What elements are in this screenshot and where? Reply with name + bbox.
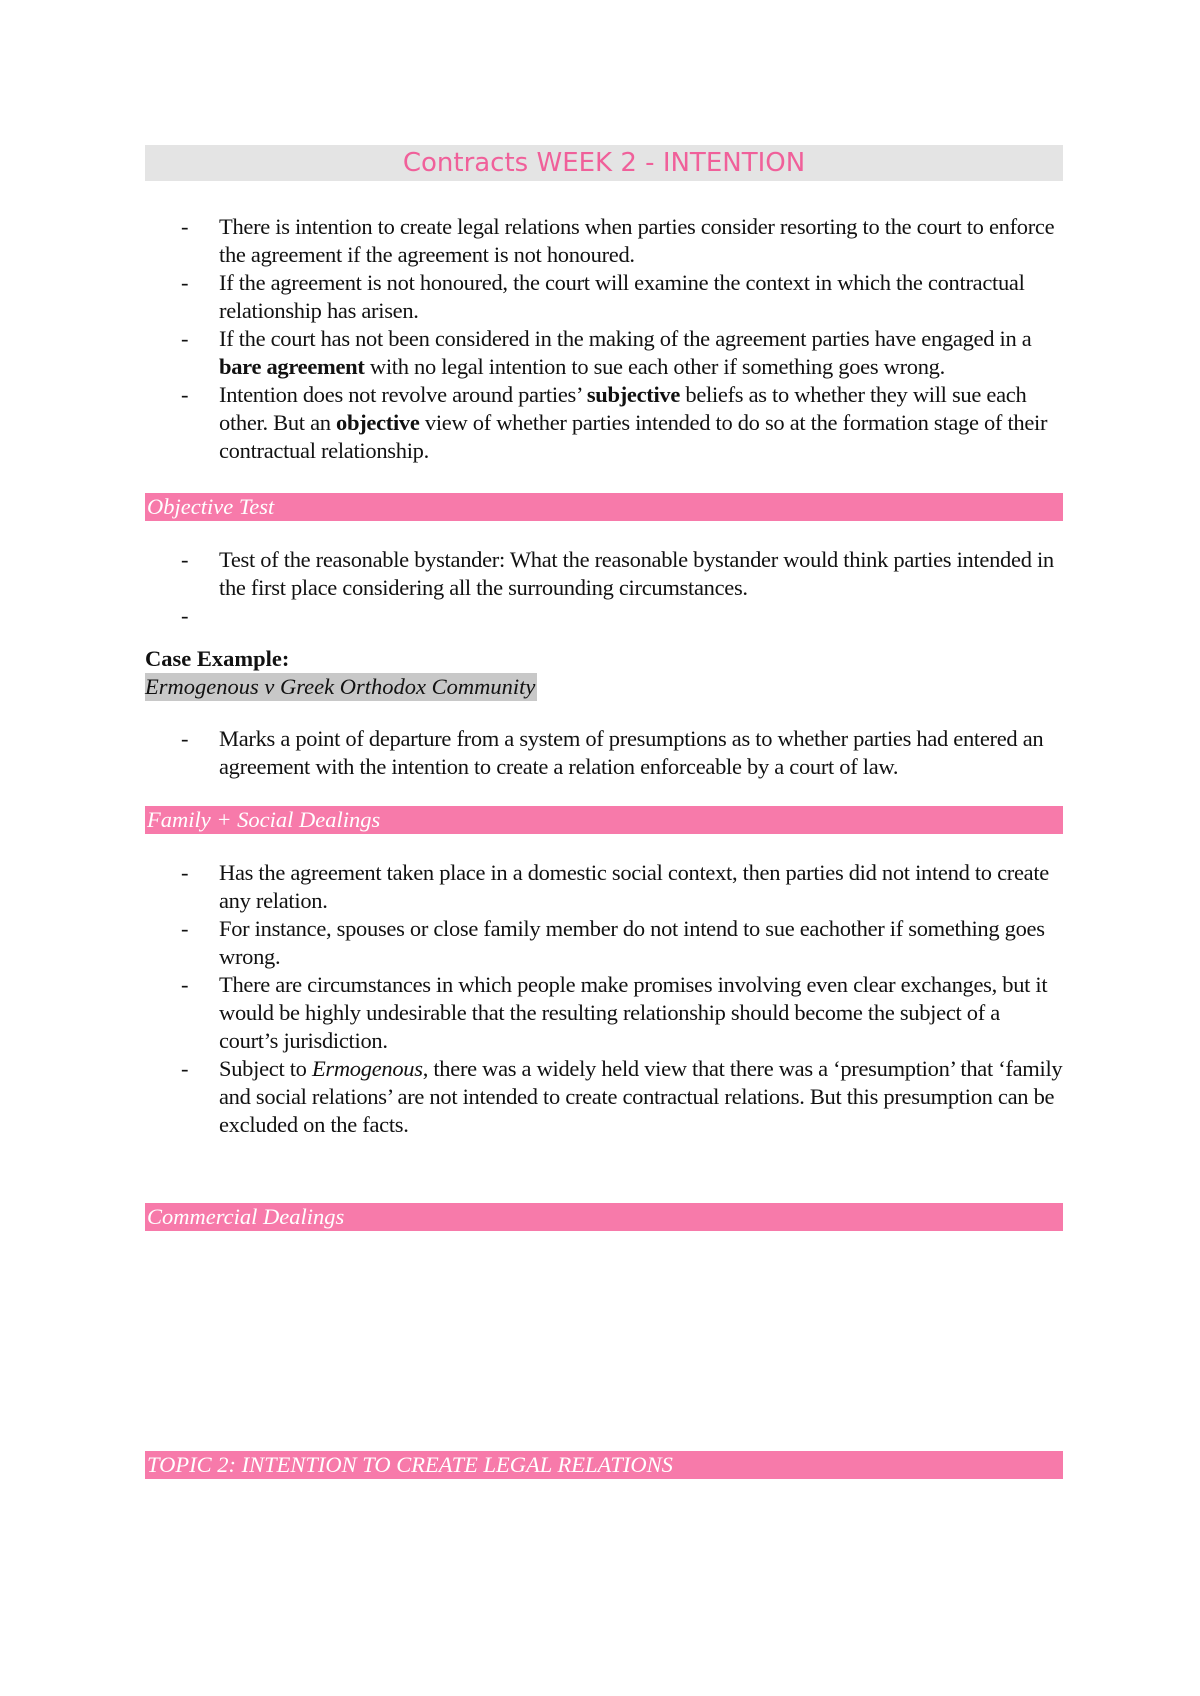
list-item: - Has the agreement taken place in a domestic social context, then parties did not intend to create any relation. (145, 859, 1063, 915)
section-heading-commercial-dealings: Commercial Dealings (145, 1203, 1063, 1231)
objective-test-list (145, 546, 1063, 630)
list-item: - There are circumstances in which people make promises involving even clear exchanges, but it would be highly undesirable that the resulting relationship should become the subject of a court’s jurisdiction. (145, 971, 1063, 1055)
case-example-list (145, 725, 1063, 781)
list-item: - Test of the reasonable bystander: What the reasonable bystander would think parties intended in the first place considering all the surrounding circumstances. (145, 546, 1063, 602)
bold-term: subjective (586, 382, 681, 407)
list-item: - If the agreement is not honoured, the court will examine the context in which the contractual relationship has arisen. (145, 269, 1063, 325)
case-example-label: Case Example: (145, 646, 290, 671)
document-page (145, 145, 1063, 1479)
case-name-highlight: Ermogenous v Greek Orthodox Community (145, 674, 536, 699)
list-item: - For instance, spouses or close family member do not intend to sue eachother if something goes wrong. (145, 915, 1063, 971)
italic-case-name: Ermogenous (311, 1056, 423, 1081)
document-title: Contracts WEEK 2 - INTENTION (145, 145, 1063, 181)
list-item: - If the court has not been considered in the making of the agreement parties have engaged in a bare agreement with no legal intention to sue each other if something goes wrong. (145, 325, 1063, 381)
list-item: - Intention does not revolve around parties’ subjective beliefs as to whether they will sue each other. But an objective view of whether parties intended to do so at the formation stage of their contractual relationship. (145, 381, 1063, 465)
list-item-empty (145, 602, 1063, 630)
bold-term: objective (336, 410, 420, 435)
section-heading-topic-2: TOPIC 2: INTENTION TO CREATE LEGAL RELATIONS (145, 1451, 1063, 1479)
section-heading-family-social: Family + Social Dealings (145, 806, 1063, 834)
section-heading-objective-test: Objective Test (145, 493, 1063, 521)
list-item: - Subject to Ermogenous, there was a widely held view that there was a ‘presumption’ that ‘family and social relations’ are not intended to create contractual relations. But this presumption can be excluded on the facts. (145, 1055, 1063, 1139)
bold-term: bare agreement (219, 354, 365, 379)
intro-bullet-list (145, 213, 1063, 465)
family-social-list (145, 859, 1063, 1139)
list-item: - There is intention to create legal relations when parties consider resorting to the court to enforce the agreement if the agreement is not honoured. (145, 213, 1063, 269)
list-item: - Marks a point of departure from a system of presumptions as to whether parties had entered an agreement with the intention to create a relation enforceable by a court of law. (145, 725, 1063, 781)
